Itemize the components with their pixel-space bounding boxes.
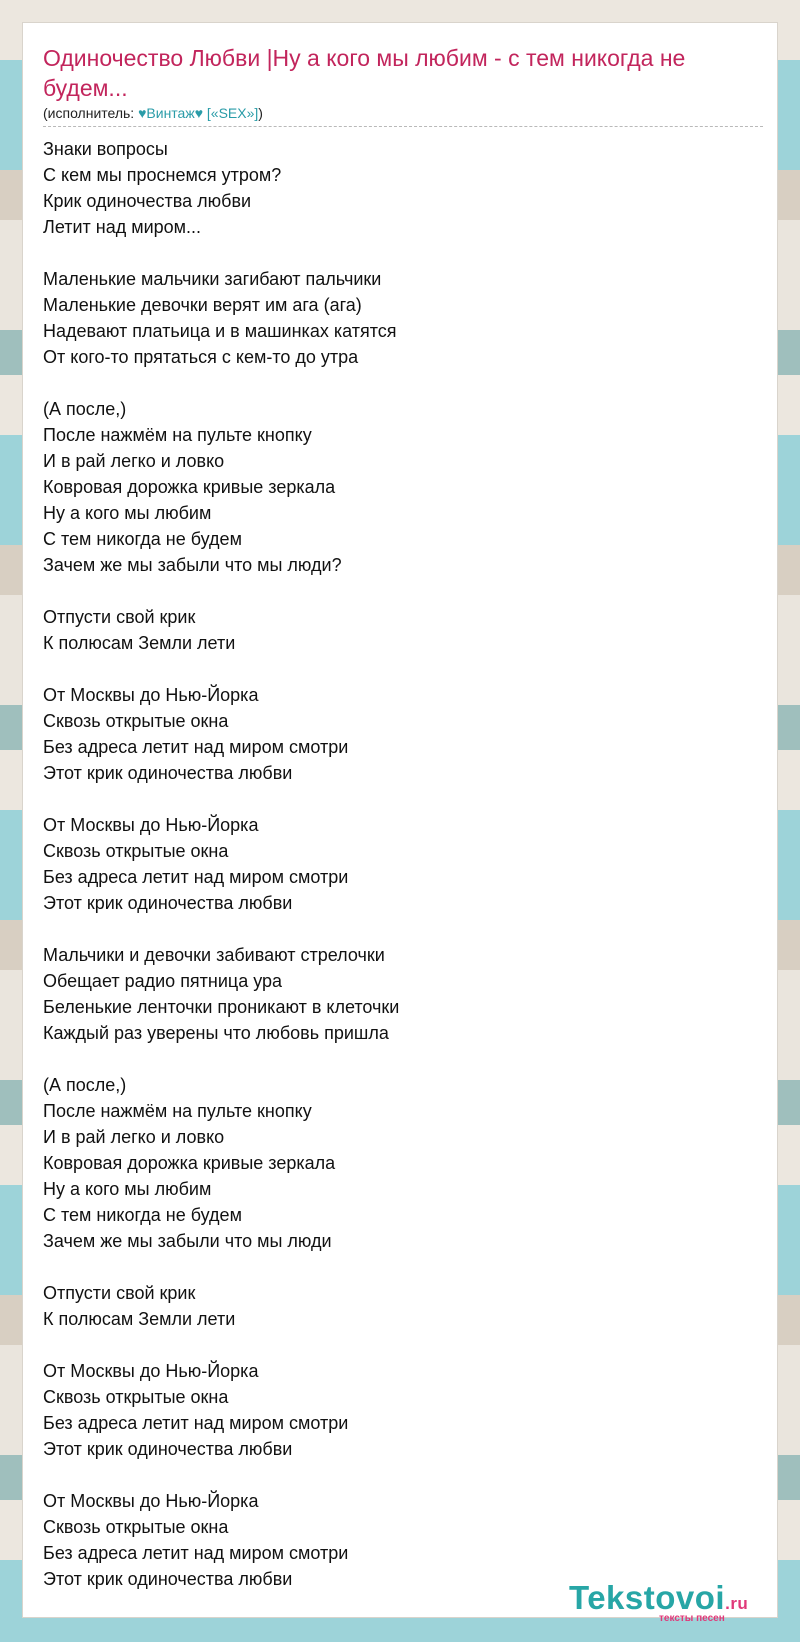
lyrics-line: Маленькие девочки верят им ага (ага) (43, 295, 362, 315)
lyrics-line: Этот крик одиночества любви (43, 763, 293, 783)
lyrics-text (43, 136, 743, 1592)
lyrics-stanza-break (43, 370, 743, 396)
lyrics-line: От Москвы до Нью-Йорка (43, 1361, 259, 1381)
lyrics-line: С тем никогда не будем (43, 1205, 242, 1225)
lyrics-stanza-break (43, 916, 743, 942)
lyrics-line: Без адреса летит над миром смотри (43, 1543, 349, 1563)
lyrics-line: Каждый раз уверены что любовь пришла (43, 1023, 389, 1043)
lyrics-stanza-break (43, 578, 743, 604)
logo-name: Tekstovoi (569, 1579, 726, 1616)
lyrics-line: К полюсам Земли лети (43, 633, 236, 653)
site-logo[interactable] (569, 1579, 769, 1627)
artist-prefix: (исполнитель: (43, 105, 139, 121)
lyrics-stanza-break (43, 1332, 743, 1358)
logo-tld: .ru (725, 1594, 749, 1613)
lyrics-line: Крик одиночества любви (43, 191, 252, 211)
lyrics-line: Без адреса летит над миром смотри (43, 737, 349, 757)
lyrics-line: Надевают платьица и в машинках катятся (43, 321, 397, 341)
logo-tagline: тексты песен (659, 1613, 725, 1624)
lyrics-line: К полюсам Земли лети (43, 1309, 236, 1329)
lyrics-line: Зачем же мы забыли что мы люди? (43, 555, 342, 575)
lyrics-line: Маленькие мальчики загибают пальчики (43, 269, 382, 289)
lyrics-line: Этот крик одиночества любви (43, 1439, 293, 1459)
lyrics-line: Сквозь открытые окна (43, 841, 229, 861)
lyrics-line: Ну а кого мы любим (43, 1179, 212, 1199)
page-title: Одиночество Любви |Ну а кого мы любим - с тем никогда не будем... (43, 45, 686, 101)
lyrics-line: (А после,) (43, 1075, 127, 1095)
lyrics-line: И в рай легко и ловко (43, 1127, 225, 1147)
lyrics-line: От Москвы до Нью-Йорка (43, 815, 259, 835)
lyrics-line: Обещает радио пятница ура (43, 971, 283, 991)
content-card (22, 22, 778, 1624)
lyrics-stanza-break (43, 656, 743, 682)
lyrics-line: Без адреса летит над миром смотри (43, 867, 349, 887)
lyrics-line: Беленькие ленточки проникают в клеточки (43, 997, 400, 1017)
lyrics-line: С кем мы проснемся утром? (43, 165, 282, 185)
lyrics-line: Ковровая дорожка кривые зеркала (43, 1153, 336, 1173)
lyrics-line: От Москвы до Нью-Йорка (43, 685, 259, 705)
lyrics-line: Сквозь открытые окна (43, 1387, 229, 1407)
lyrics-line: После нажмём на пульте кнопку (43, 1101, 312, 1121)
lyrics-line: Летит над миром... (43, 217, 202, 237)
lyrics-line: Ну а кого мы любим (43, 503, 212, 523)
artist-byline (43, 104, 763, 127)
lyrics-stanza-break (43, 786, 743, 812)
lyrics-line: Знаки вопросы (43, 139, 168, 159)
lyrics-line: Отпусти свой крик (43, 607, 196, 627)
lyrics-line: И в рай легко и ловко (43, 451, 225, 471)
lyrics-stanza-break (43, 240, 743, 266)
artist-link[interactable]: ♥Винтаж♥ (138, 105, 204, 121)
lyrics-line: С тем никогда не будем (43, 529, 242, 549)
lyrics-line: От Москвы до Нью-Йорка (43, 1491, 259, 1511)
lyrics-line: Отпусти свой крик (43, 1283, 196, 1303)
lyrics-line: Без адреса летит над миром смотри (43, 1413, 349, 1433)
lyrics-stanza-break (43, 1046, 743, 1072)
lyrics-line: Зачем же мы забыли что мы люди (43, 1231, 332, 1251)
lyrics-line: Сквозь открытые окна (43, 1517, 229, 1537)
lyrics-line: От кого-то прятаться с кем-то до утра (43, 347, 359, 367)
album-link[interactable]: [«SEX»] (206, 105, 259, 121)
lyrics-line: Сквозь открытые окна (43, 711, 229, 731)
logo-wordmark (569, 1579, 748, 1617)
lyrics-line: После нажмём на пульте кнопку (43, 425, 312, 445)
lyrics-line: Ковровая дорожка кривые зеркала (43, 477, 336, 497)
lyrics-stanza-break (43, 1462, 743, 1488)
lyrics-line: Этот крик одиночества любви (43, 1569, 293, 1589)
lyrics-line: (А после,) (43, 399, 127, 419)
artist-suffix: ) (258, 105, 263, 121)
lyrics-line: Этот крик одиночества любви (43, 893, 293, 913)
lyrics-line: Мальчики и девочки забивают стрелочки (43, 945, 385, 965)
lyrics-stanza-break (43, 1254, 743, 1280)
